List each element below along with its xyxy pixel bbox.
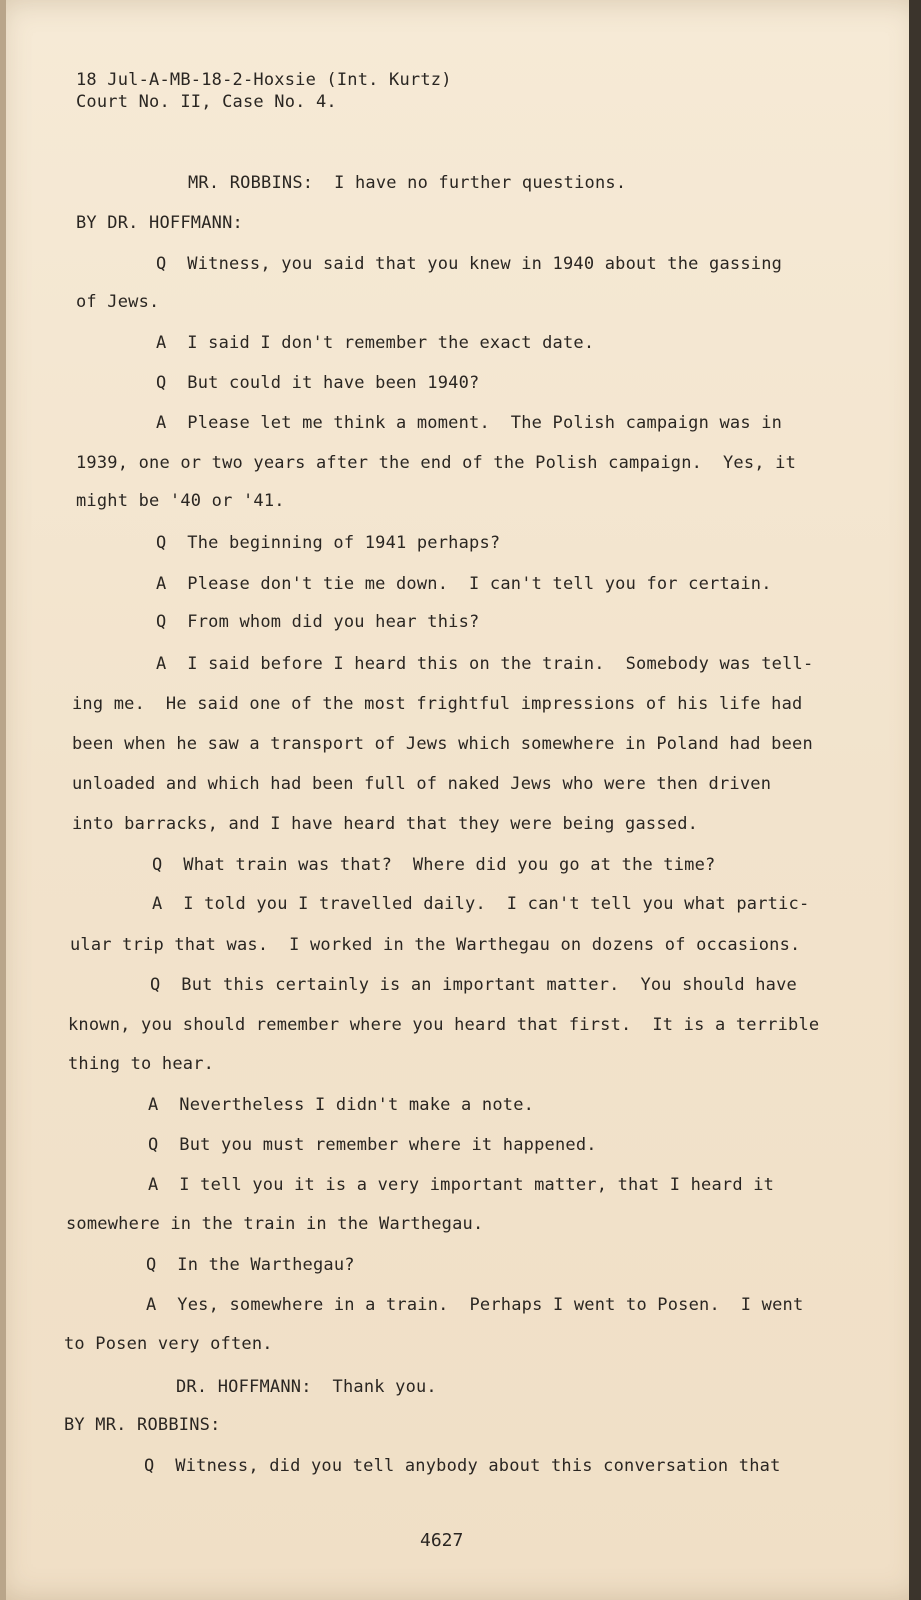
answer-line: A Nevertheless I didn't make a note. <box>148 1095 535 1115</box>
continuation-line: might be '40 or '41. <box>76 491 285 511</box>
continuation-line: to Posen very often. <box>64 1334 273 1354</box>
question-line: Q Witness, did you tell anybody about this conversation that <box>144 1456 781 1476</box>
question-line: Q But could it have been 1940? <box>156 373 480 393</box>
examiner-heading: BY DR. HOFFMANN: <box>76 213 243 233</box>
header-court-case: Court No. II, Case No. 4. <box>76 92 337 112</box>
page-right-edge <box>909 0 921 1600</box>
question-line: Q Witness, you said that you knew in 1940 about the gassing <box>156 254 783 274</box>
continuation-line: into barracks, and I have heard that they were being gassed. <box>72 814 699 834</box>
answer-line: A I said before I heard this on the train. Somebody was tell- <box>156 654 814 674</box>
answer-line: A I said I don't remember the exact date. <box>156 333 595 353</box>
continuation-line: ular trip that was. I worked in the Warthegau on dozens of occasions. <box>70 935 801 955</box>
speaker-statement: MR. ROBBINS: I have no further questions. <box>188 173 627 193</box>
page-number: 4627 <box>420 1530 464 1551</box>
continuation-line: known, you should remember where you heard that first. It is a terrible <box>68 1015 820 1035</box>
continuation-line: somewhere in the train in the Warthegau. <box>66 1214 484 1234</box>
answer-line: A Please let me think a moment. The Polish campaign was in <box>156 413 783 433</box>
question-line: Q The beginning of 1941 perhaps? <box>156 533 501 553</box>
question-line: Q In the Warthegau? <box>146 1255 355 1275</box>
continuation-line: 1939, one or two years after the end of the Polish campaign. Yes, it <box>76 453 797 473</box>
question-line: Q What train was that? Where did you go at the time? <box>152 855 716 875</box>
question-line: Q But this certainly is an important matter. You should have <box>150 975 797 995</box>
examiner-heading: BY MR. ROBBINS: <box>64 1415 221 1435</box>
continuation-line: unloaded and which had been full of naked Jews who were then driven <box>72 774 772 794</box>
answer-line: A Yes, somewhere in a train. Perhaps I went to Posen. I went <box>146 1295 804 1315</box>
continuation-line: been when he saw a transport of Jews which somewhere in Poland had been <box>72 734 813 754</box>
continuation-line: of Jews. <box>76 292 160 312</box>
page-left-edge <box>0 0 6 1600</box>
question-line: Q From whom did you hear this? <box>156 612 480 632</box>
answer-line: A I told you I travelled daily. I can't tell you what partic- <box>152 894 810 914</box>
answer-line: A Please don't tie me down. I can't tell you for certain. <box>156 574 772 594</box>
answer-line: A I tell you it is a very important matter, that I heard it <box>148 1175 775 1195</box>
question-line: Q But you must remember where it happened. <box>148 1135 597 1155</box>
continuation-line: ing me. He said one of the most frightful impressions of his life had <box>72 694 803 714</box>
header-session-id: 18 Jul-A-MB-18-2-Hoxsie (Int. Kurtz) <box>76 70 452 90</box>
continuation-line: thing to hear. <box>68 1054 215 1074</box>
speaker-statement: DR. HOFFMANN: Thank you. <box>176 1377 437 1397</box>
